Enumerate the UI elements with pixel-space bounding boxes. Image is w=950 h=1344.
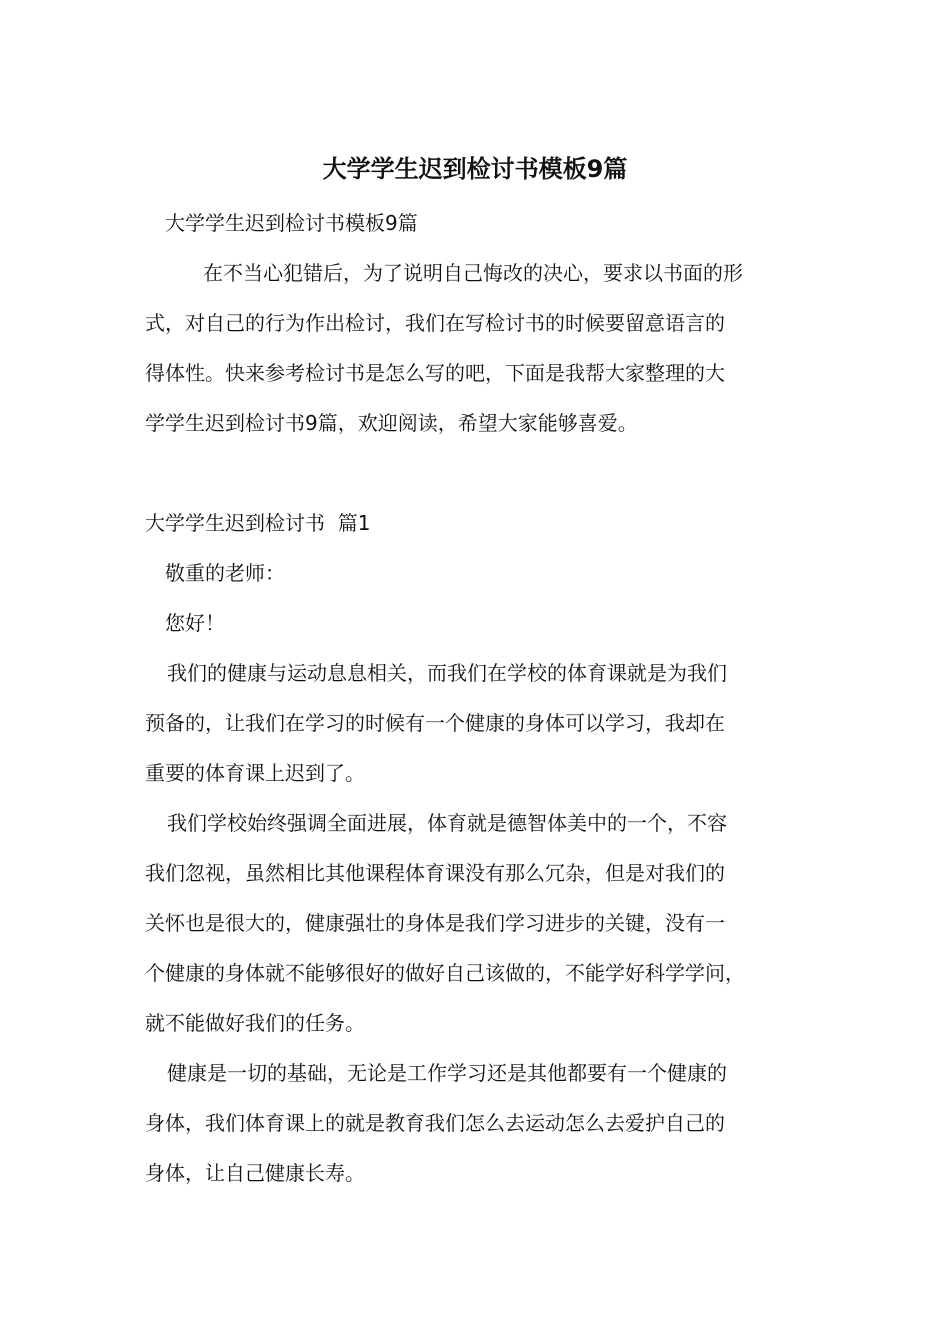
paragraph-line: 健康是一切的基础，无论是工作学习还是其他都要有一个健康的: [167, 1061, 727, 1085]
body-paragraph-2: [145, 798, 825, 1048]
paragraph-line: 我们的健康与运动息息相关，而我们在学校的体育课就是为我们: [167, 661, 727, 685]
greeting: [145, 598, 845, 648]
body-paragraph-1: [145, 648, 825, 798]
paragraph-line: 个健康的身体就不能够很好的做好自己该做的，不能学好科学学问，: [145, 961, 745, 985]
paragraph-line: 预备的，让我们在学习的时候有一个健康的身体可以学习，我却在: [145, 711, 725, 735]
intro-line: 在不当心犯错后，为了说明自己悔改的决心，要求以书面的形: [203, 261, 743, 285]
intro-paragraph: [145, 248, 825, 448]
body-paragraph-3: [145, 1048, 825, 1198]
paragraph-line: 我们忽视，虽然相比其他课程体育课没有那么冗杂，但是对我们的: [145, 861, 725, 885]
paragraph-line: 就不能做好我们的任务。: [145, 1011, 365, 1035]
paragraph-line: 重要的体育课上迟到了。: [145, 761, 365, 785]
paragraph-line: 我们学校始终强调全面进展，体育就是德智体美中的一个，不容: [167, 811, 727, 835]
paragraph-line: 身体，让自己健康长寿。: [145, 1161, 365, 1185]
document-title: 大学学生迟到检讨书模板9篇: [322, 155, 628, 183]
paragraph-line: 身体，我们体育课上的就是教育我们怎么去运动怎么去爱护自己的: [145, 1111, 725, 1135]
salutation: [145, 548, 845, 598]
document-subtitle: [145, 198, 845, 248]
greeting-text: 您好！: [165, 611, 225, 635]
section-heading-text: 大学学生迟到检讨书 篇1: [145, 511, 371, 535]
intro-line: 学学生迟到检讨书9篇，欢迎阅读，希望大家能够喜爱。: [145, 411, 638, 435]
paragraph-line: 关怀也是很大的，健康强壮的身体是我们学习进步的关键，没有一: [145, 911, 725, 935]
section-heading: [145, 498, 825, 548]
subtitle-text: 大学学生迟到检讨书模板9篇: [165, 211, 418, 235]
intro-line: 得体性。快来参考检讨书是怎么写的吧，下面是我帮大家整理的大: [145, 361, 725, 385]
salutation-text: 敬重的老师：: [165, 561, 285, 585]
intro-line: 式，对自己的行为作出检讨，我们在写检讨书的时候要留意语言的: [145, 311, 725, 335]
